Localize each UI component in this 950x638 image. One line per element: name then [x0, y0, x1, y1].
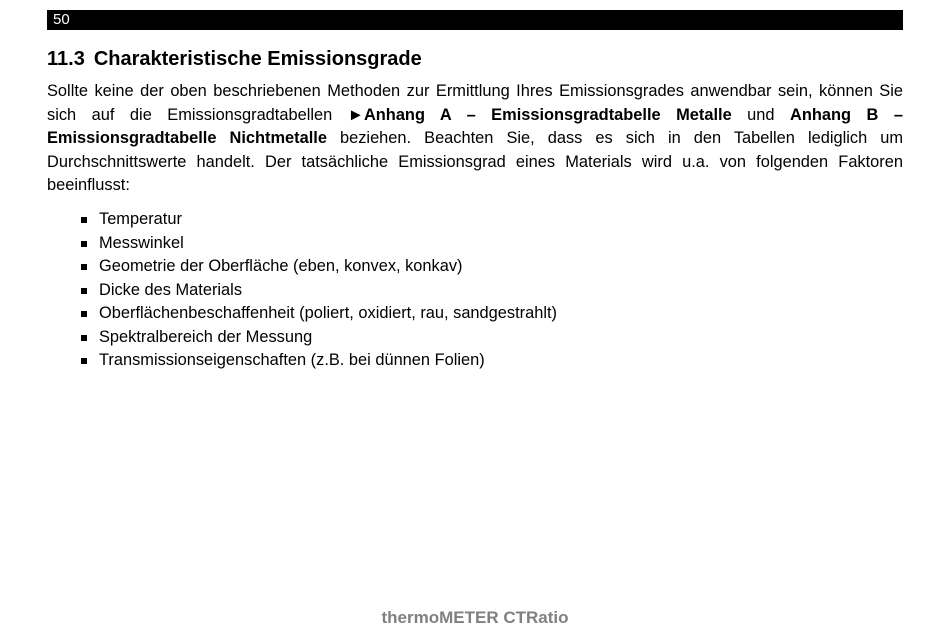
- reference-arrow-icon: ►: [347, 105, 364, 124]
- square-bullet-icon: [81, 335, 87, 341]
- list-item: [80, 232, 557, 256]
- list-item-text: Temperatur: [99, 210, 182, 228]
- page-number: 50: [53, 11, 70, 28]
- list-item-text: Spektralbereich der Messung: [99, 327, 313, 346]
- paragraph-text-1: Sollte keine der oben beschriebenen Methoden zur Ermittlung Ihres Emissionsgrades anwendbar sein, können Sie sich auf die Emissionsgradtabellen: [47, 82, 903, 124]
- reference-appendix-a: Anhang A – Emissionsgradtabelle Metalle: [363, 105, 732, 124]
- page-header-bar: [47, 10, 903, 30]
- section-heading: [47, 46, 422, 72]
- body-paragraph: [47, 80, 903, 198]
- list-item: [80, 279, 557, 303]
- list-item: [80, 255, 557, 279]
- list-item-text: Oberflächenbeschaffenheit (poliert, oxidiert, rau, sandgestrahlt): [99, 304, 557, 322]
- list-item-text: Geometrie der Oberfläche (eben, konvex, konkav): [99, 257, 463, 275]
- square-bullet-icon: [81, 358, 87, 364]
- section-number: 11.3: [47, 48, 85, 70]
- list-item: [80, 326, 557, 350]
- square-bullet-icon: [81, 288, 87, 294]
- list-item: [80, 302, 557, 326]
- list-item-text: Messwinkel: [99, 233, 184, 252]
- square-bullet-icon: [81, 264, 87, 270]
- paragraph-text-3: beziehen. Beachten Sie, dass es sich in den Tabellen lediglich um Durchschnittswerte handelt. Der tatsächliche Emissionsgrad eines Materials wird u.a. von folgenden Faktoren beeinflusst:: [47, 129, 903, 195]
- section-title: Charakteristische Emissionsgrade: [93, 48, 422, 70]
- square-bullet-icon: [81, 311, 87, 317]
- paragraph-text-2: und: [731, 105, 791, 124]
- list-item-text: Transmissionseigenschaften (z.B. bei dünnen Folien): [99, 351, 485, 369]
- page-footer: [0, 607, 950, 629]
- square-bullet-icon: [81, 217, 87, 223]
- factor-list: [80, 208, 557, 373]
- square-bullet-icon: [81, 241, 87, 247]
- reference-appendix-b: Anhang B – Emissionsgradtabelle Nichtmetalle: [47, 105, 903, 148]
- list-item: [80, 208, 557, 232]
- footer-product-name: thermoMETER CTRatio: [381, 608, 569, 627]
- list-item: [80, 349, 557, 373]
- list-item-text: Dicke des Materials: [99, 280, 243, 299]
